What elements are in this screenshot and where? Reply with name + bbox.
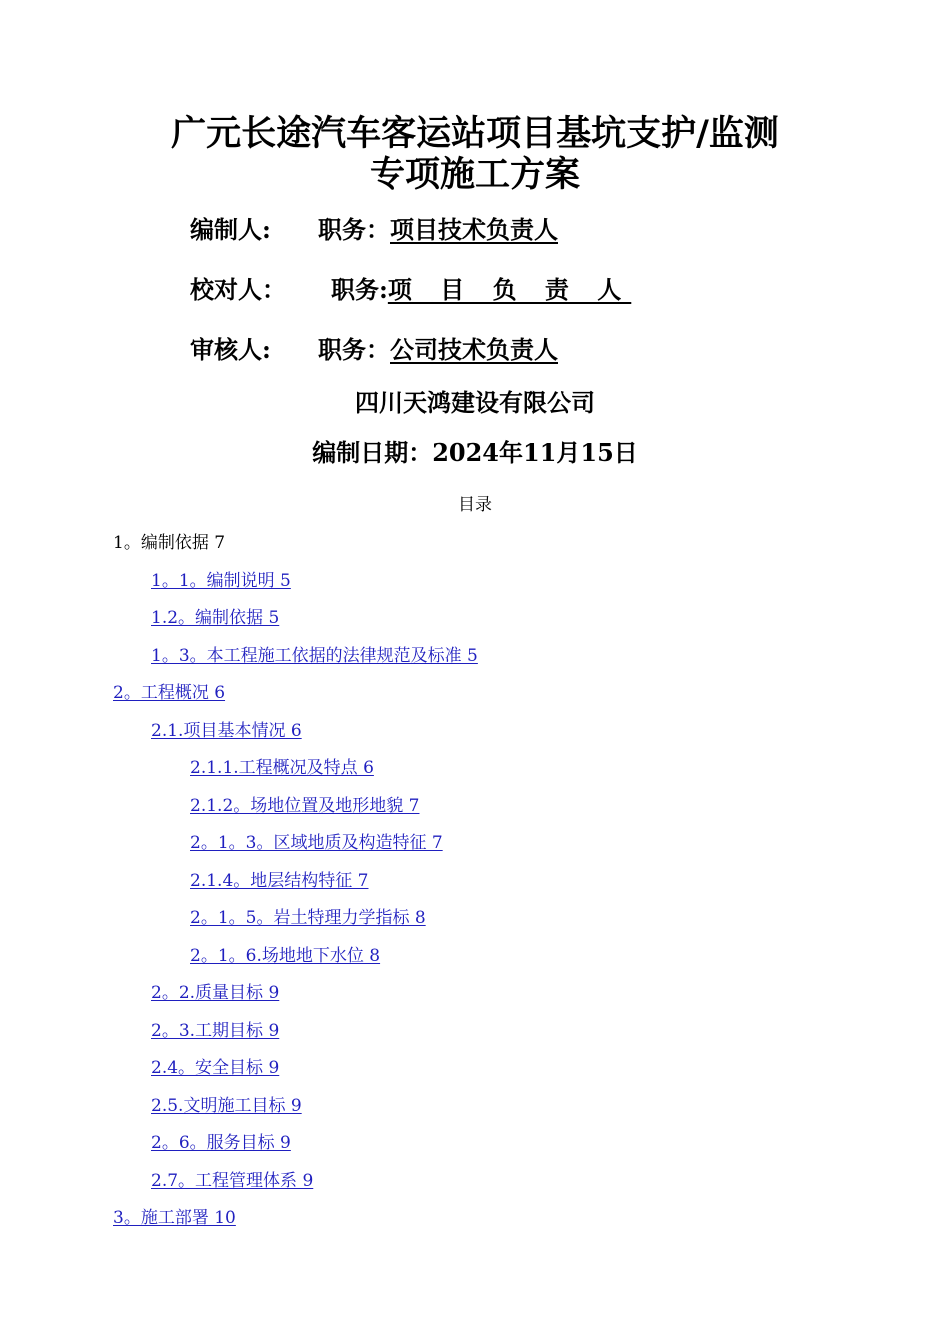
toc-item[interactable]: 2.1.4。地层结构特征 7	[190, 870, 369, 891]
toc-item[interactable]: 3。施工部署 10	[113, 1208, 236, 1228]
duty-value: 公司技术负责人	[390, 335, 558, 364]
toc-item[interactable]: 2.5.文明施工目标 9	[151, 1095, 302, 1116]
document-title-line1: 广元长途汽车客运站项目基坑支护/监测	[171, 113, 779, 154]
duty-label: 职务：	[318, 335, 390, 364]
toc-item[interactable]: 2.1.项目基本情况 6	[151, 720, 302, 741]
toc-item[interactable]: 2。1。6.场地地下水位 8	[190, 945, 381, 966]
toc-item[interactable]: 2。1。3。区域地质及构造特征 7	[190, 833, 443, 853]
toc-item[interactable]: 2。1。5。岩土特理力学指标 8	[190, 908, 426, 928]
toc-item: 1。编制依据 7	[113, 533, 226, 553]
toc-item[interactable]: 1。3。本工程施工依据的法律规范及标准 5	[151, 645, 478, 666]
duty-value: 项目技术负责人	[390, 215, 558, 244]
toc-item[interactable]: 2.1.1.工程概况及特点 6	[190, 758, 374, 778]
duty-label: 职务：	[318, 215, 390, 244]
toc-item[interactable]: 2.4。安全目标 9	[151, 1058, 280, 1078]
toc-item[interactable]: 2。6。服务目标 9	[151, 1133, 291, 1153]
company-name: 四川天鸿建设有限公司	[355, 388, 595, 417]
signature-role: 审核人:	[190, 335, 271, 364]
toc-heading: 目录	[458, 495, 492, 515]
document-title-line2: 专项施工方案	[369, 154, 580, 195]
duty-label: 职务:	[331, 275, 388, 304]
toc-item[interactable]: 2。3.工期目标 9	[151, 1020, 280, 1041]
toc-item[interactable]: 2。2.质量目标 9	[151, 983, 280, 1003]
toc-item[interactable]: 1.2。编制依据 5	[151, 608, 280, 628]
toc-item[interactable]: 1。1。编制说明 5	[151, 570, 291, 591]
duty-value: 项 目 负 责 人	[387, 275, 632, 304]
signature-role: 校对人：	[190, 275, 286, 304]
toc-item[interactable]: 2。工程概况 6	[113, 683, 226, 703]
toc-item[interactable]: 2.7。工程管理体系 9	[151, 1170, 314, 1191]
compile-date: 编制日期：2024年11月15日	[312, 438, 638, 467]
toc-item[interactable]: 2.1.2。场地位置及地形地貌 7	[190, 795, 420, 816]
signature-role: 编制人:	[190, 215, 271, 244]
